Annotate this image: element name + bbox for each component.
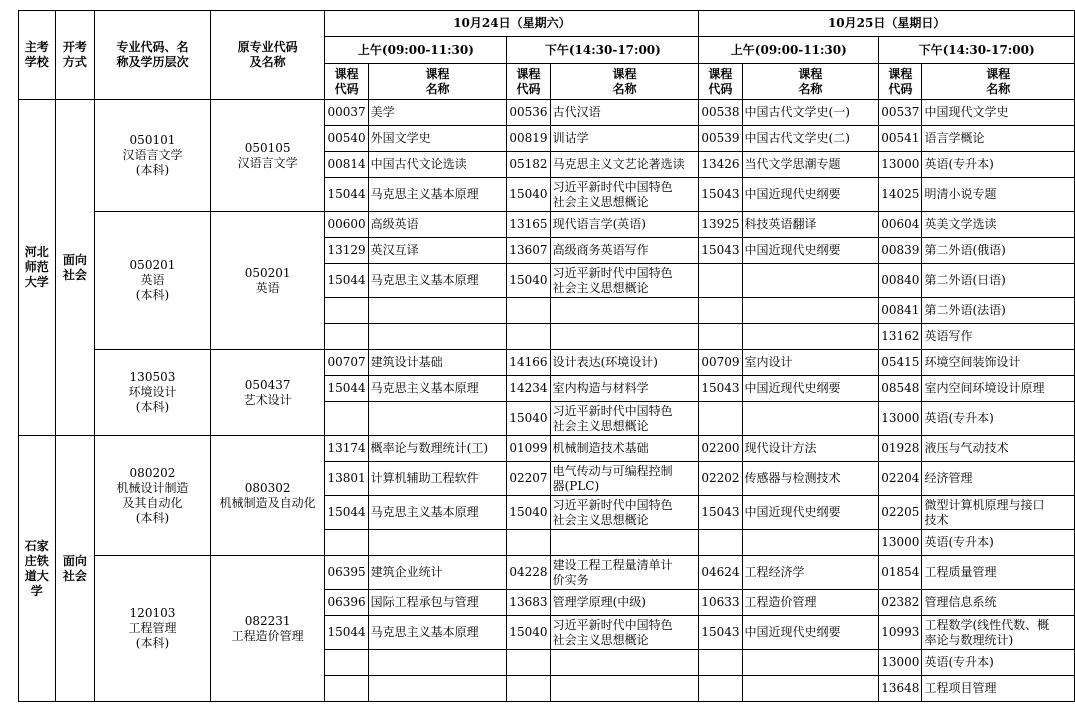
day1-pm-course-code: 13683	[507, 590, 550, 616]
day2-am-course-name: 中国近现代史纲要	[742, 178, 879, 212]
day2-am-course-code	[699, 324, 742, 350]
header-day2: 10月25日（星期日）	[699, 11, 1075, 37]
day2-am-course-code	[699, 530, 742, 556]
day2-pm-course-code: 00537	[879, 100, 922, 126]
day2-am-course-code: 13426	[699, 152, 742, 178]
day2-pm-course-name: 液压与气动技术	[922, 436, 1075, 462]
day2-am-course-code: 02202	[699, 462, 742, 496]
day2-am-course-name: 现代设计方法	[742, 436, 879, 462]
day1-pm-course-code: 14166	[507, 350, 550, 376]
day2-am-course-name	[742, 298, 879, 324]
day2-pm-course-code: 00541	[879, 126, 922, 152]
day1-pm-course-code	[507, 530, 550, 556]
day1-am-course-name: 马克思主义基本原理	[368, 496, 507, 530]
day1-pm-course-name: 建设工程工程量清单计 价实务	[550, 556, 699, 590]
day1-pm-course-name: 训诂学	[550, 126, 699, 152]
table-row	[19, 350, 1075, 376]
day1-am-course-code: 13129	[325, 238, 368, 264]
day2-am-course-code: 15043	[699, 616, 742, 650]
original-major-info: 050105 汉语言文学	[210, 100, 325, 212]
day1-pm-course-name: 设计表达(环境设计)	[550, 350, 699, 376]
day2-am-course-code: 02200	[699, 436, 742, 462]
day2-am-course-name: 中国近现代史纲要	[742, 616, 879, 650]
day1-am-course-name	[368, 298, 507, 324]
day1-am-course-name: 概率论与数理统计(工)	[368, 436, 507, 462]
day1-am-course-code: 15044	[325, 264, 368, 298]
day1-pm-course-code	[507, 324, 550, 350]
table-row	[19, 436, 1075, 462]
header-day2-afternoon: 下午(14:30-17:00)	[879, 37, 1075, 64]
day2-am-course-name	[742, 264, 879, 298]
day1-am-course-name: 国际工程承包与管理	[368, 590, 507, 616]
header-exam-mode: 开考 方式	[55, 11, 95, 100]
day1-am-course-name: 马克思主义基本原理	[368, 376, 507, 402]
day1-am-course-code: 00814	[325, 152, 368, 178]
header-course-name: 课程 名称	[368, 64, 507, 100]
day1-pm-course-code	[507, 650, 550, 676]
day1-pm-course-name: 习近平新时代中国特色 社会主义思想概论	[550, 178, 699, 212]
header-course-code: 课程 代码	[507, 64, 550, 100]
day2-pm-course-name: 管理信息系统	[922, 590, 1075, 616]
schedule-body	[19, 100, 1075, 702]
day1-pm-course-code: 13607	[507, 238, 550, 264]
day1-am-course-name	[368, 650, 507, 676]
day2-am-course-code: 10633	[699, 590, 742, 616]
day1-pm-course-code: 15040	[507, 178, 550, 212]
day1-am-course-code	[325, 530, 368, 556]
day1-pm-course-code	[507, 676, 550, 702]
day1-am-course-code: 15044	[325, 616, 368, 650]
day1-am-course-name: 建筑设计基础	[368, 350, 507, 376]
day1-am-course-name: 美学	[368, 100, 507, 126]
day2-am-course-code: 15043	[699, 178, 742, 212]
day2-pm-course-code: 14025	[879, 178, 922, 212]
day1-pm-course-name: 习近平新时代中国特色 社会主义思想概论	[550, 402, 699, 436]
day2-am-course-code	[699, 298, 742, 324]
day2-pm-course-name: 语言学概论	[922, 126, 1075, 152]
day1-am-course-code: 15044	[325, 178, 368, 212]
day2-pm-course-code: 00839	[879, 238, 922, 264]
day1-pm-course-name: 习近平新时代中国特色 社会主义思想概论	[550, 264, 699, 298]
day2-pm-course-name: 中国现代文学史	[922, 100, 1075, 126]
header-day1-afternoon: 下午(14:30-17:00)	[507, 37, 699, 64]
day2-pm-course-code: 13000	[879, 650, 922, 676]
header-original-major: 原专业代码 及名称	[210, 11, 325, 100]
day2-am-course-name	[742, 676, 879, 702]
day2-am-course-name	[742, 530, 879, 556]
day1-pm-course-code: 13165	[507, 212, 550, 238]
day1-am-course-name: 外国文学史	[368, 126, 507, 152]
day2-am-course-name: 中国近现代史纲要	[742, 376, 879, 402]
day1-pm-course-code: 01099	[507, 436, 550, 462]
day1-am-course-code: 06395	[325, 556, 368, 590]
header-course-code: 课程 代码	[699, 64, 742, 100]
day1-am-course-name: 马克思主义基本原理	[368, 178, 507, 212]
original-major-info: 050201 英语	[210, 212, 325, 350]
header-course-code: 课程 代码	[879, 64, 922, 100]
school-name: 石家 庄铁 道大 学	[19, 436, 56, 702]
day1-am-course-code: 00707	[325, 350, 368, 376]
day2-pm-course-code: 05415	[879, 350, 922, 376]
major-info: 120103 工程管理 (本科)	[95, 556, 211, 702]
day2-am-course-code: 13925	[699, 212, 742, 238]
day2-pm-course-name: 工程数学(线性代数、概 率论与数理统计)	[922, 616, 1075, 650]
day1-am-course-code	[325, 650, 368, 676]
day1-am-course-code: 00037	[325, 100, 368, 126]
major-info: 080202 机械设计制造 及其自动化 (本科)	[95, 436, 211, 556]
day1-pm-course-name	[550, 324, 699, 350]
day2-pm-course-code: 02382	[879, 590, 922, 616]
school-name: 河北 师范 大学	[19, 100, 56, 436]
day1-am-course-name	[368, 402, 507, 436]
day1-pm-course-name: 室内构造与材料学	[550, 376, 699, 402]
day2-pm-course-name: 第二外语(日语)	[922, 264, 1075, 298]
header-course-name: 课程 名称	[922, 64, 1075, 100]
day2-pm-course-code: 02204	[879, 462, 922, 496]
exam-mode: 面向 社会	[55, 100, 95, 436]
table-row	[19, 212, 1075, 238]
header-day2-morning: 上午(09:00-11:30)	[699, 37, 879, 64]
table-row	[19, 100, 1075, 126]
day2-am-course-name: 中国近现代史纲要	[742, 238, 879, 264]
day2-am-course-code	[699, 402, 742, 436]
day2-pm-course-name: 英美文学选读	[922, 212, 1075, 238]
day1-pm-course-name: 机械制造技术基础	[550, 436, 699, 462]
day1-pm-course-name: 高级商务英语写作	[550, 238, 699, 264]
day2-pm-course-code: 01928	[879, 436, 922, 462]
day2-am-course-name	[742, 402, 879, 436]
header-major: 专业代码、名 称及学历层次	[95, 11, 211, 100]
day2-am-course-name: 当代文学思潮专题	[742, 152, 879, 178]
day2-pm-course-name: 英语(专升本)	[922, 402, 1075, 436]
day2-am-course-code: 15043	[699, 496, 742, 530]
day1-am-course-name: 中国古代文论选读	[368, 152, 507, 178]
major-info: 050101 汉语言文学 (本科)	[95, 100, 211, 212]
day2-pm-course-name: 工程质量管理	[922, 556, 1075, 590]
header-course-name: 课程 名称	[742, 64, 879, 100]
day2-pm-course-code: 13648	[879, 676, 922, 702]
day2-pm-course-code: 00604	[879, 212, 922, 238]
day1-pm-course-code	[507, 298, 550, 324]
day1-pm-course-code: 14234	[507, 376, 550, 402]
day2-am-course-code	[699, 264, 742, 298]
day1-pm-course-name: 习近平新时代中国特色 社会主义思想概论	[550, 496, 699, 530]
day2-am-course-code: 04624	[699, 556, 742, 590]
day2-am-course-name: 中国近现代史纲要	[742, 496, 879, 530]
day2-pm-course-code: 13000	[879, 530, 922, 556]
day1-am-course-name: 建筑企业统计	[368, 556, 507, 590]
day2-pm-course-code: 13000	[879, 152, 922, 178]
major-info: 050201 英语 (本科)	[95, 212, 211, 350]
day1-am-course-name	[368, 530, 507, 556]
day2-pm-course-name: 明清小说专题	[922, 178, 1075, 212]
day1-pm-course-name	[550, 298, 699, 324]
day2-am-course-code	[699, 676, 742, 702]
day2-am-course-code: 00709	[699, 350, 742, 376]
header-course-code: 课程 代码	[325, 64, 368, 100]
day2-pm-course-name: 第二外语(俄语)	[922, 238, 1075, 264]
day2-am-course-name: 工程经济学	[742, 556, 879, 590]
day2-am-course-code: 15043	[699, 376, 742, 402]
day1-am-course-code: 06396	[325, 590, 368, 616]
day1-pm-course-code: 02207	[507, 462, 550, 496]
day2-am-course-name: 科技英语翻译	[742, 212, 879, 238]
day1-pm-course-name: 古代汉语	[550, 100, 699, 126]
day1-am-course-code: 00540	[325, 126, 368, 152]
day2-am-course-code: 00538	[699, 100, 742, 126]
day2-pm-course-name: 经济管理	[922, 462, 1075, 496]
day2-pm-course-name: 第二外语(法语)	[922, 298, 1075, 324]
day1-am-course-name: 英汉互译	[368, 238, 507, 264]
day2-am-course-code	[699, 650, 742, 676]
day2-pm-course-name: 英语(专升本)	[922, 650, 1075, 676]
day1-am-course-code: 13801	[325, 462, 368, 496]
day2-pm-course-code: 08548	[879, 376, 922, 402]
day2-pm-course-name: 环境空间装饰设计	[922, 350, 1075, 376]
day1-pm-course-name	[550, 676, 699, 702]
header-day1-morning: 上午(09:00-11:30)	[325, 37, 507, 64]
day1-am-course-code: 13174	[325, 436, 368, 462]
day1-pm-course-name: 习近平新时代中国特色 社会主义思想概论	[550, 616, 699, 650]
day1-am-course-code: 15044	[325, 376, 368, 402]
day2-am-course-name: 室内设计	[742, 350, 879, 376]
day1-pm-course-code: 15040	[507, 616, 550, 650]
day1-pm-course-name: 马克思主义文艺论著选读	[550, 152, 699, 178]
day1-am-course-name: 计算机辅助工程软件	[368, 462, 507, 496]
day2-am-course-code: 00539	[699, 126, 742, 152]
day1-pm-course-name	[550, 530, 699, 556]
day1-pm-course-code: 00819	[507, 126, 550, 152]
day2-am-course-name: 中国古代文学史(一)	[742, 100, 879, 126]
day2-am-course-code: 15043	[699, 238, 742, 264]
table-row	[19, 556, 1075, 590]
day1-am-course-name: 高级英语	[368, 212, 507, 238]
day1-am-course-code	[325, 676, 368, 702]
day1-pm-course-name	[550, 650, 699, 676]
day2-am-course-name: 工程造价管理	[742, 590, 879, 616]
day1-pm-course-name: 电气传动与可编程控制 器(PLC)	[550, 462, 699, 496]
day1-pm-course-code: 15040	[507, 264, 550, 298]
day1-pm-course-code: 04228	[507, 556, 550, 590]
day1-am-course-name: 马克思主义基本原理	[368, 616, 507, 650]
day2-pm-course-name: 英语(专升本)	[922, 152, 1075, 178]
day2-am-course-name: 中国古代文学史(二)	[742, 126, 879, 152]
exam-schedule-table	[18, 10, 1075, 702]
day1-am-course-code	[325, 298, 368, 324]
day2-am-course-name: 传感器与检测技术	[742, 462, 879, 496]
day1-pm-course-code: 15040	[507, 402, 550, 436]
day2-am-course-name	[742, 324, 879, 350]
original-major-info: 082231 工程造价管理	[210, 556, 325, 702]
day2-pm-course-name: 工程项目管理	[922, 676, 1075, 702]
day2-pm-course-code: 10993	[879, 616, 922, 650]
major-info: 130503 环境设计 (本科)	[95, 350, 211, 436]
day1-am-course-name	[368, 324, 507, 350]
day2-pm-course-code: 13000	[879, 402, 922, 436]
day1-am-course-code: 00600	[325, 212, 368, 238]
day1-pm-course-code: 05182	[507, 152, 550, 178]
day1-am-course-code	[325, 324, 368, 350]
day2-pm-course-code: 13162	[879, 324, 922, 350]
day1-am-course-code: 15044	[325, 496, 368, 530]
exam-mode: 面向 社会	[55, 436, 95, 702]
day1-am-course-name	[368, 676, 507, 702]
day1-am-course-code	[325, 402, 368, 436]
day2-pm-course-code: 01854	[879, 556, 922, 590]
header-course-name: 课程 名称	[550, 64, 699, 100]
day2-pm-course-name: 英语写作	[922, 324, 1075, 350]
day2-pm-course-name: 英语(专升本)	[922, 530, 1075, 556]
header-school: 主考 学校	[19, 11, 56, 100]
day1-pm-course-name: 管理学原理(中级)	[550, 590, 699, 616]
day2-pm-course-code: 00840	[879, 264, 922, 298]
header-day1: 10月24日（星期六）	[325, 11, 699, 37]
day2-pm-course-name: 微型计算机原理与接口 技术	[922, 496, 1075, 530]
original-major-info: 050437 艺术设计	[210, 350, 325, 436]
day2-am-course-name	[742, 650, 879, 676]
day1-pm-course-name: 现代语言学(英语)	[550, 212, 699, 238]
day1-am-course-name: 马克思主义基本原理	[368, 264, 507, 298]
day2-pm-course-code: 02205	[879, 496, 922, 530]
day1-pm-course-code: 15040	[507, 496, 550, 530]
day2-pm-course-name: 室内空间环境设计原理	[922, 376, 1075, 402]
day2-pm-course-code: 00841	[879, 298, 922, 324]
original-major-info: 080302 机械制造及自动化	[210, 436, 325, 556]
day1-pm-course-code: 00536	[507, 100, 550, 126]
